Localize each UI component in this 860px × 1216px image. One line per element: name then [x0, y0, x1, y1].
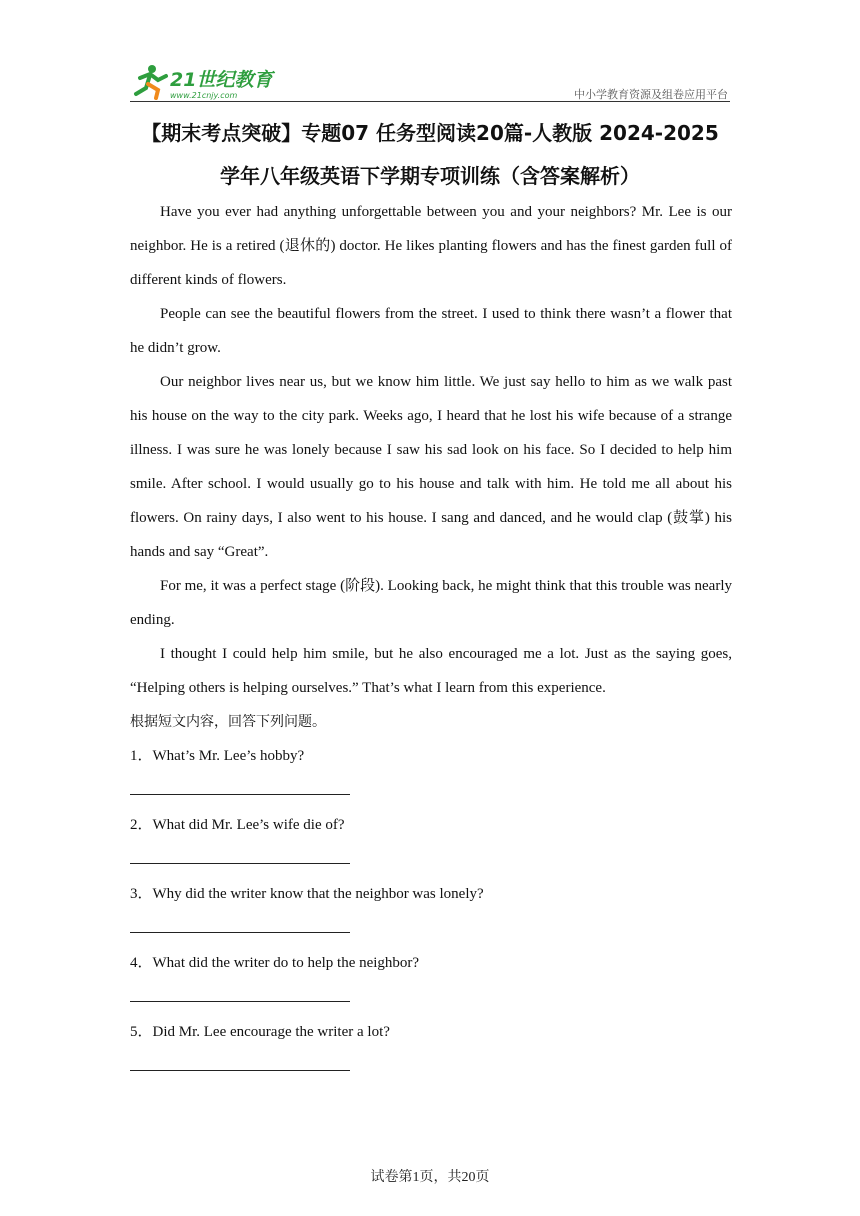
page-title	[110, 112, 750, 198]
logo-url: www.21cnjy.com	[170, 91, 238, 100]
question-4: 4．What did the writer do to help the neighbor?	[130, 955, 420, 971]
runner-logo-icon	[130, 62, 280, 102]
header-tagline: 中小学教育资源及组卷应用平台	[574, 88, 728, 101]
passage-paragraph: For me, it was a perfect stage (阶段). Looking back, he might think that this trouble was nearly ending.	[130, 578, 732, 628]
instruction: 根据短文内容，回答下列问题。	[130, 714, 326, 730]
question-3: 3．Why did the writer know that the neighbor was lonely?	[130, 886, 484, 902]
page-header	[130, 60, 730, 102]
title-line-2: 学年八年级英语下学期专项训练（含答案解析）	[220, 164, 640, 188]
header-divider	[130, 101, 730, 102]
passage-paragraph: Our neighbor lives near us, but we know him little. We just say hello to him as we walk past his house on the way to the city park. Weeks ago, I heard that he lost his wife because of a strange illness. I was sure he was lonely because I saw his sad look on his face. So I decided to help him smile. After school. I would usually go to his house and talk with him. He told me all about his flowers. On rainy days, I also went to his house. I sang and danced, and he would clap (鼓掌) his hands and say “Great”.	[130, 374, 732, 560]
question-5: 5．Did Mr. Lee encourage the writer a lot?	[130, 1024, 390, 1040]
question-1: 1．What’s Mr. Lee’s hobby?	[130, 748, 305, 764]
page-footer: 试卷第1页，共20页	[370, 1170, 490, 1185]
title-line-1: 【期末考点突破】专题07 任务型阅读20篇-人教版 2024-2025	[141, 121, 719, 145]
passage-paragraph: I thought I could help him smile, but he also encouraged me a lot. Just as the saying goes, “Helping others is helping ourselves.” That’s what I learn from this experience.	[130, 646, 732, 696]
passage-paragraph: Have you ever had anything unforgettable between you and your neighbors? Mr. Lee is our neighbor. He is a retired (退休的) doctor. He likes planting flowers and has the finest garden full of different kinds of flowers.	[130, 204, 732, 288]
logo	[130, 62, 280, 102]
logo-wordmark: 21世纪教育	[170, 69, 273, 91]
question-2: 2．What did Mr. Lee’s wife die of?	[130, 817, 345, 833]
document-body	[130, 195, 732, 1084]
passage-paragraph: People can see the beautiful flowers from the street. I used to think there wasn’t a flower that he didn’t grow.	[130, 306, 732, 356]
